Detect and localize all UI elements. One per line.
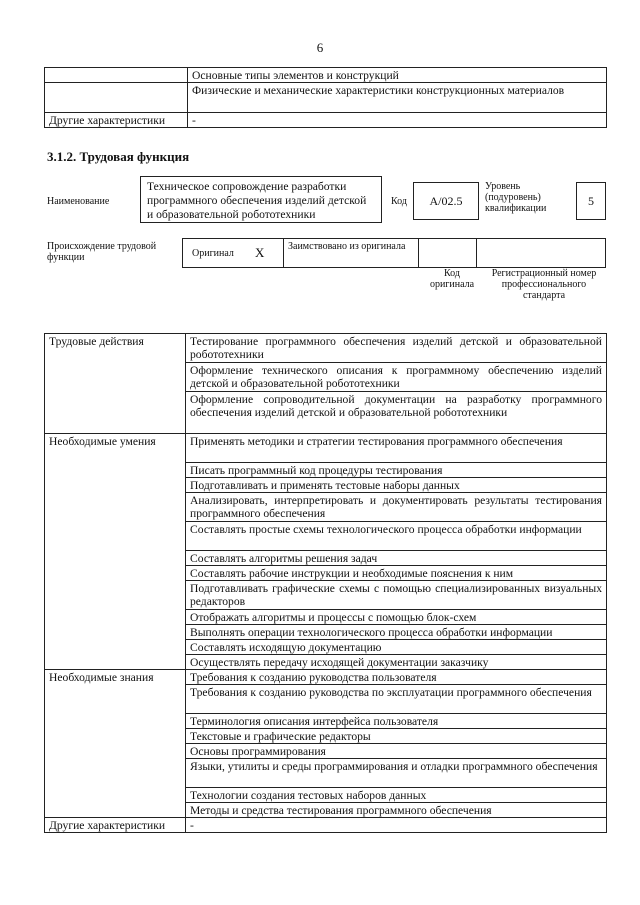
- row-text: Физические и механические характеристики конструкционных материалов: [188, 83, 607, 113]
- table-row: [45, 83, 607, 113]
- list-item: Выполнять операции технологического процесса обработки информации: [186, 625, 607, 640]
- list-item: Отображать алгоритмы и процессы с помощью блок-схем: [186, 610, 607, 625]
- divider: [476, 239, 477, 267]
- list-item: Требования к созданию руководства по эксплуатации программного обеспечения: [186, 685, 607, 714]
- list-item: Подготавливать и применять тестовые наборы данных: [186, 478, 607, 493]
- list-item: Составлять исходящую документацию: [186, 640, 607, 655]
- list-item: Анализировать, интерпретировать и документировать результаты тестирования программного обеспечения: [186, 493, 607, 522]
- row-text: -: [188, 113, 607, 128]
- name-label: Наименование: [47, 196, 110, 207]
- list-item: Языки, утилиты и среды программирования и отладки программного обеспечения: [186, 759, 607, 788]
- level-label: Уровень (подуровень) квалификации: [485, 181, 547, 214]
- list-item: Текстовые и графические редакторы: [186, 729, 607, 744]
- row-label: [45, 68, 188, 83]
- list-item: Составлять рабочие инструкции и необходимые пояснения к ним: [186, 566, 607, 581]
- list-item: Оформление сопроводительной документации на разработку программного обеспечения изделий детской и образовательной робототехники: [186, 392, 607, 434]
- list-item: Основы программирования: [186, 744, 607, 759]
- original-mark: X: [255, 245, 265, 260]
- table-row: [45, 68, 607, 83]
- list-item: Требования к созданию руководства пользователя: [186, 670, 607, 685]
- main-table: [44, 333, 607, 833]
- group-label: Трудовые действия: [45, 334, 186, 434]
- list-item: -: [186, 818, 607, 833]
- table-row: [45, 434, 607, 463]
- group-label: Необходимые умения: [45, 434, 186, 670]
- list-item: Подготавливать графические схемы с помощью специализированных визуальных редакторов: [186, 581, 607, 610]
- level-value: 5: [588, 194, 594, 208]
- top-table: [44, 67, 607, 128]
- page-number: 6: [316, 40, 324, 55]
- divider: [418, 239, 419, 267]
- list-item: Писать программный код процедуры тестирования: [186, 463, 607, 478]
- row-text: Основные типы элементов и конструкций: [188, 68, 607, 83]
- list-item: Осуществлять передачу исходящей документации заказчику: [186, 655, 607, 670]
- original-label: Оригинал: [192, 248, 234, 259]
- divider: [283, 239, 284, 267]
- code-box: [413, 182, 479, 220]
- section-title: 3.1.2. Трудовая функция: [47, 149, 190, 164]
- list-item: Тестирование программного обеспечения изделий детской и образовательной робототехники: [186, 334, 607, 363]
- level-box: [576, 182, 606, 220]
- list-item: Составлять простые схемы технологического процесса обработки информации: [186, 522, 607, 551]
- table-row: [45, 113, 607, 128]
- row-label: Другие характеристики: [45, 113, 188, 128]
- group-label: Другие характеристики: [45, 818, 186, 833]
- group-label: Необходимые знания: [45, 670, 186, 818]
- table-row: [45, 670, 607, 685]
- list-item: Терминология описания интерфейса пользователя: [186, 714, 607, 729]
- function-name: Техническое сопровождение разработки программного обеспечения изделий детской и образовательной робототехники: [147, 180, 367, 221]
- list-item: Оформление технического описания к программному обеспечению изделий детской и образовательной робототехники: [186, 363, 607, 392]
- reg-number-caption: Регистрационный номер профессионального стандарта: [491, 268, 597, 301]
- code-label: Код: [391, 196, 407, 207]
- row-label: [45, 83, 188, 113]
- code-original-caption: Код оригинала: [429, 268, 475, 290]
- table-row: [45, 334, 607, 363]
- table-row: [45, 818, 607, 833]
- origin-label: Происхождение трудовой функции: [47, 241, 157, 263]
- code-value: A/02.5: [429, 194, 463, 208]
- borrowed-label: Заимствовано из оригинала: [288, 241, 406, 252]
- list-item: Составлять алгоритмы решения задач: [186, 551, 607, 566]
- list-item: Технологии создания тестовых наборов данных: [186, 788, 607, 803]
- list-item: Методы и средства тестирования программного обеспечения: [186, 803, 607, 818]
- list-item: Применять методики и стратегии тестирования программного обеспечения: [186, 434, 607, 463]
- function-name-box: [140, 176, 382, 223]
